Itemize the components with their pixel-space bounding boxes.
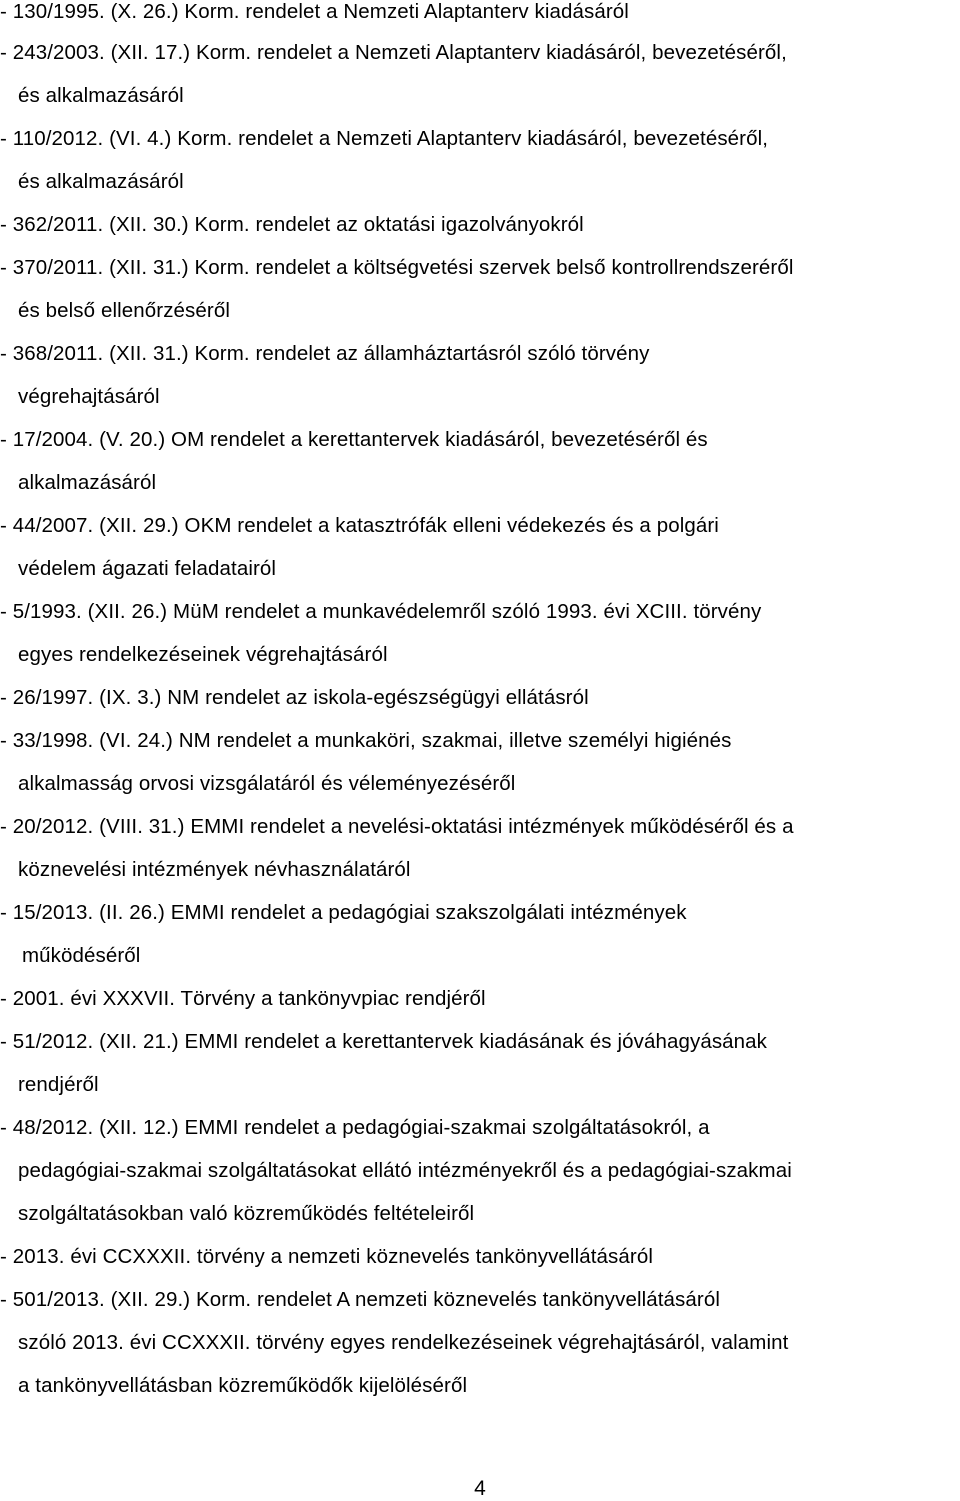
list-item-line: végrehajtásáról — [18, 385, 160, 408]
list-item-line: köznevelési intézmények névhasználatáról — [18, 858, 411, 881]
list-item-line: - 26/1997. (IX. 3.) NM rendelet az iskola-egészségügyi ellátásról — [0, 686, 589, 709]
list-item-line: - 20/2012. (VIII. 31.) EMMI rendelet a nevelési-oktatási intézmények működéséről és a — [0, 815, 794, 838]
list-item-line: egyes rendelkezéseinek végrehajtásáról — [18, 643, 388, 666]
list-item-line: - 17/2004. (V. 20.) OM rendelet a kerettantervek kiadásáról, bevezetéséről és — [0, 428, 708, 451]
list-item-line: - 110/2012. (VI. 4.) Korm. rendelet a Nemzeti Alaptanterv kiadásáról, bevezetéséről, — [0, 127, 769, 150]
list-item-line: pedagógiai-szakmai szolgáltatásokat ellátó intézményekről és a pedagógiai-szakmai — [18, 1159, 792, 1182]
list-item-line: - 501/2013. (XII. 29.) Korm. rendelet A nemzeti köznevelés tankönyvellátásáról — [0, 1288, 720, 1311]
list-item-line: alkalmasság orvosi vizsgálatáról és véleményezéséről — [18, 772, 516, 795]
list-item-line: - 5/1993. (XII. 26.) MüM rendelet a munkavédelemről szóló 1993. évi XCIII. törvény — [0, 600, 762, 623]
list-item-line: - 2013. évi CCXXXII. törvény a nemzeti köznevelés tankönyvellátásáról — [0, 1245, 653, 1268]
list-item-line: - 243/2003. (XII. 17.) Korm. rendelet a Nemzeti Alaptanterv kiadásáról, bevezetéséről, — [0, 41, 787, 64]
list-item-line: és belső ellenőrzéséről — [18, 299, 230, 322]
list-item-line: és alkalmazásáról — [18, 170, 184, 193]
list-item-line: - 33/1998. (VI. 24.) NM rendelet a munkaköri, szakmai, illetve személyi higiénés — [0, 729, 732, 752]
list-item-line: - 48/2012. (XII. 12.) EMMI rendelet a pedagógiai-szakmai szolgáltatásokról, a — [0, 1116, 710, 1139]
list-item-line: - 44/2007. (XII. 29.) OKM rendelet a katasztrófák elleni védekezés és a polgári — [0, 514, 719, 537]
list-item-line: és alkalmazásáról — [18, 84, 184, 107]
page-number: 4 — [474, 1477, 486, 1500]
list-item-line: - 370/2011. (XII. 31.) Korm. rendelet a költségvetési szervek belső kontrollrendszeréről — [0, 256, 794, 279]
list-item-line: - 51/2012. (XII. 21.) EMMI rendelet a kerettantervek kiadásának és jóváhagyásának — [0, 1030, 768, 1053]
list-item-line: - 2001. évi XXXVII. Törvény a tankönyvpiac rendjéről — [0, 987, 486, 1010]
list-item-line: rendjéről — [18, 1073, 99, 1096]
list-item-line: - 130/1995. (X. 26.) Korm. rendelet a Nemzeti Alaptanterv kiadásáról — [0, 0, 629, 23]
list-item-line: - 15/2013. (II. 26.) EMMI rendelet a pedagógiai szakszolgálati intézmények — [0, 901, 687, 924]
list-item-line: szolgáltatásokban való közreműködés feltételeiről — [18, 1202, 475, 1225]
list-item-line: a tankönyvellátásban közreműködők kijelöléséről — [18, 1374, 468, 1397]
list-item-line: - 362/2011. (XII. 30.) Korm. rendelet az oktatási igazolványokról — [0, 213, 584, 236]
list-item-line: védelem ágazati feladatairól — [18, 557, 277, 580]
list-item-line: - 368/2011. (XII. 31.) Korm. rendelet az államháztartásról szóló törvény — [0, 342, 650, 365]
list-item-line: szóló 2013. évi CCXXXII. törvény egyes rendelkezéseinek végrehajtásáról, valamint — [18, 1331, 789, 1354]
list-item-line: működéséről — [22, 944, 141, 967]
list-item-line: alkalmazásáról — [18, 471, 157, 494]
